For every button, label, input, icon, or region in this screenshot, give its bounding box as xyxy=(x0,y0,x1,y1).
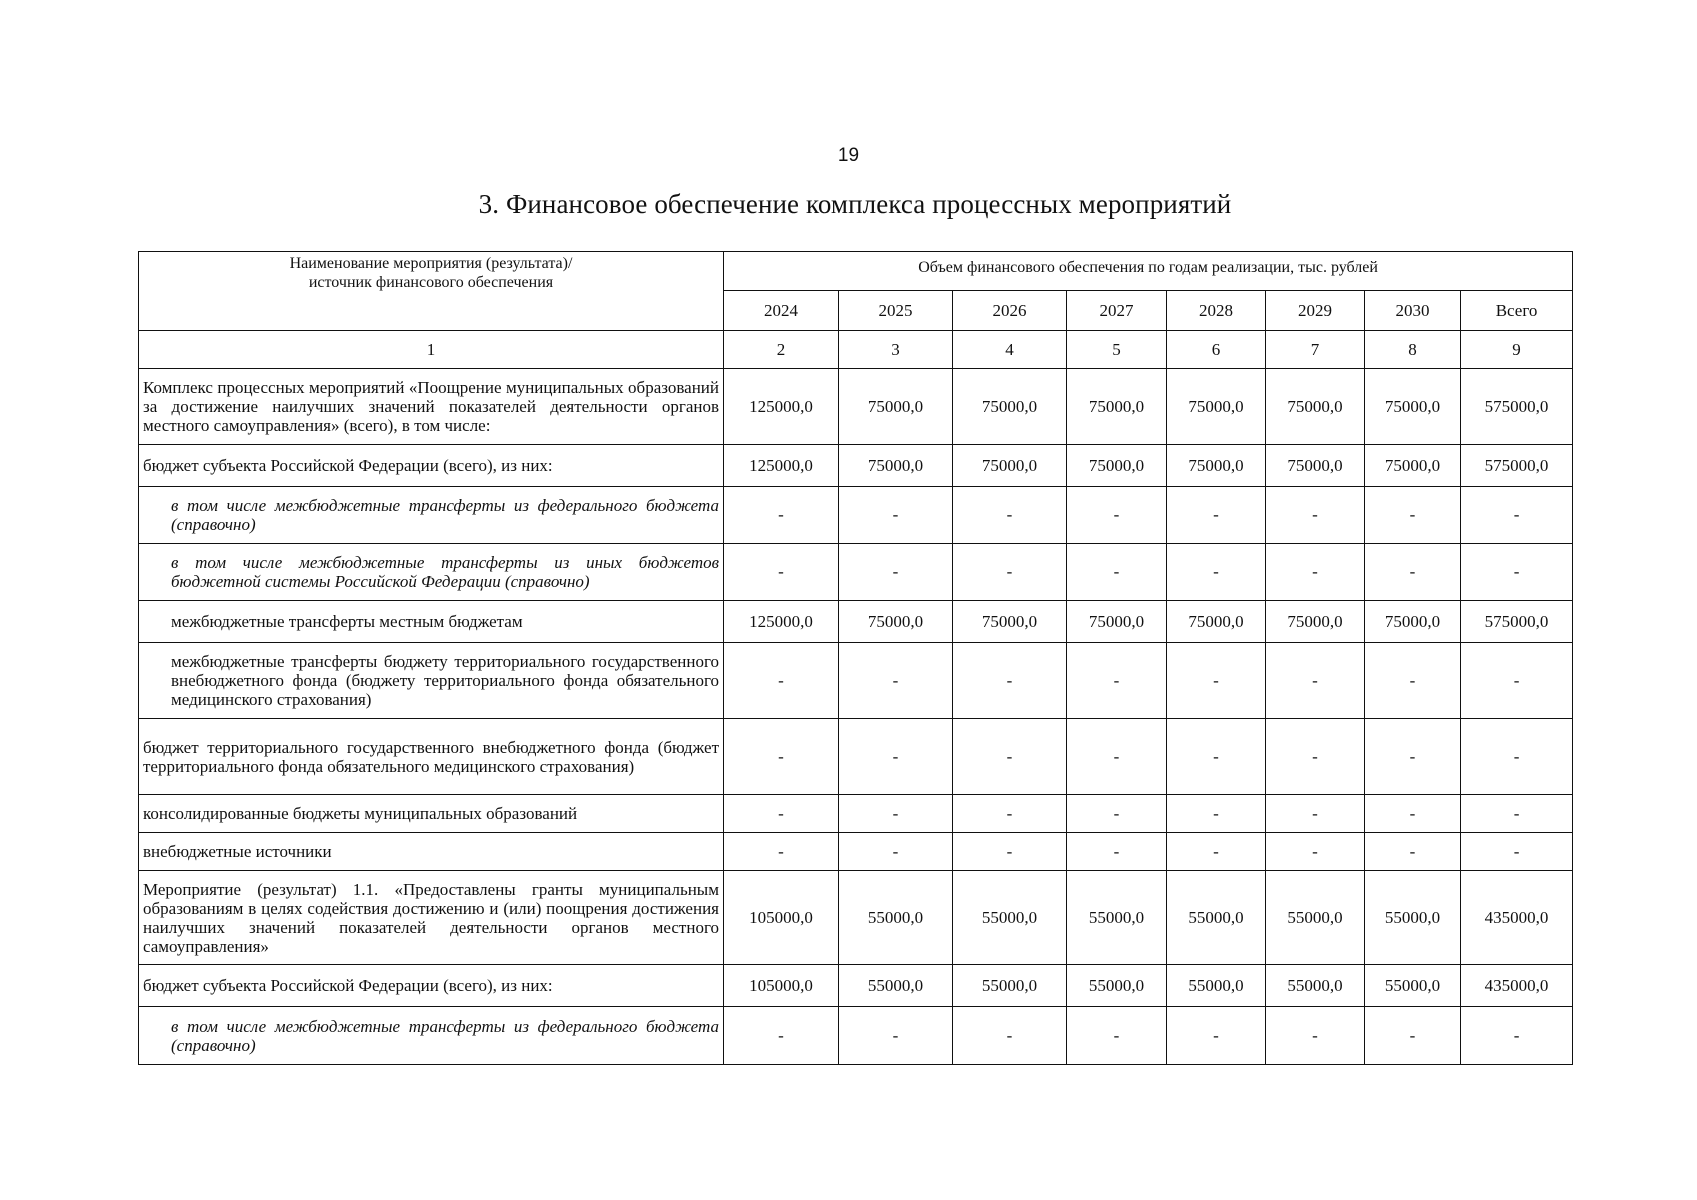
page-number: 19 xyxy=(837,145,860,166)
row-value: - xyxy=(1167,719,1266,795)
row-value: 125000,0 xyxy=(724,601,839,643)
row-value: - xyxy=(724,719,839,795)
row-name: межбюджетные трансферты бюджету территориального государственного внебюджетного фонда (бюджету территориального фонда обязательного медицинского страхования) xyxy=(139,643,724,719)
section-title: 3. Финансовое обеспечение комплекса процессных мероприятий xyxy=(478,189,1232,219)
year-header: 2028 xyxy=(1167,291,1266,331)
row-total: - xyxy=(1461,487,1573,544)
row-value: 75000,0 xyxy=(839,369,953,445)
row-value: 55000,0 xyxy=(1167,965,1266,1007)
row-value: - xyxy=(839,544,953,601)
row-total: 435000,0 xyxy=(1461,871,1573,965)
table-row xyxy=(139,719,1573,795)
row-value: - xyxy=(1067,1007,1167,1065)
row-value: - xyxy=(1365,487,1461,544)
year-header: 2024 xyxy=(724,291,839,331)
header-volume: Объем финансового обеспечения по годам реализации, тыс. рублей xyxy=(724,252,1573,291)
row-value: 75000,0 xyxy=(1365,369,1461,445)
row-total: - xyxy=(1461,719,1573,795)
column-number: 1 xyxy=(139,331,724,369)
year-header: 2025 xyxy=(839,291,953,331)
row-value: - xyxy=(724,795,839,833)
row-value: - xyxy=(1266,833,1365,871)
row-total: 575000,0 xyxy=(1461,601,1573,643)
row-value: - xyxy=(953,1007,1067,1065)
row-name: внебюджетные источники xyxy=(139,833,724,871)
row-value: - xyxy=(1266,719,1365,795)
row-value: 55000,0 xyxy=(1266,965,1365,1007)
row-value: - xyxy=(1365,643,1461,719)
row-value: 55000,0 xyxy=(1365,965,1461,1007)
row-value: - xyxy=(1067,487,1167,544)
row-value: 55000,0 xyxy=(1067,871,1167,965)
row-value: 75000,0 xyxy=(839,601,953,643)
row-value: 75000,0 xyxy=(839,445,953,487)
row-value: 55000,0 xyxy=(1167,871,1266,965)
row-value: 75000,0 xyxy=(1067,445,1167,487)
table-row xyxy=(139,1007,1573,1065)
row-name: в том числе межбюджетные трансферты из федерального бюджета (справочно) xyxy=(139,1007,724,1065)
year-header: 2030 xyxy=(1365,291,1461,331)
row-value: - xyxy=(724,833,839,871)
row-value: - xyxy=(724,487,839,544)
row-value: - xyxy=(1067,643,1167,719)
row-name: бюджет субъекта Российской Федерации (всего), из них: xyxy=(139,965,724,1007)
row-value: - xyxy=(1067,544,1167,601)
table-row xyxy=(139,487,1573,544)
row-total: - xyxy=(1461,643,1573,719)
year-header: 2026 xyxy=(953,291,1067,331)
row-value: - xyxy=(839,1007,953,1065)
row-value: 75000,0 xyxy=(1167,445,1266,487)
column-number: 5 xyxy=(1067,331,1167,369)
row-name: межбюджетные трансферты местным бюджетам xyxy=(139,601,724,643)
row-value: - xyxy=(1365,833,1461,871)
column-number: 9 xyxy=(1461,331,1573,369)
column-number: 8 xyxy=(1365,331,1461,369)
row-total: 435000,0 xyxy=(1461,965,1573,1007)
column-number: 4 xyxy=(953,331,1067,369)
row-value: - xyxy=(953,795,1067,833)
row-value: - xyxy=(953,643,1067,719)
row-value: 55000,0 xyxy=(1266,871,1365,965)
row-value: 125000,0 xyxy=(724,369,839,445)
row-value: - xyxy=(839,487,953,544)
row-value: - xyxy=(1167,795,1266,833)
row-value: - xyxy=(953,544,1067,601)
row-value: - xyxy=(724,643,839,719)
year-header: 2027 xyxy=(1067,291,1167,331)
table-row xyxy=(139,965,1573,1007)
row-value: 55000,0 xyxy=(839,871,953,965)
table-row xyxy=(139,871,1573,965)
row-value: - xyxy=(1266,795,1365,833)
row-value: - xyxy=(839,833,953,871)
row-value: - xyxy=(1266,643,1365,719)
column-number: 3 xyxy=(839,331,953,369)
row-total: - xyxy=(1461,833,1573,871)
total-header: Всего xyxy=(1461,291,1573,331)
table-row xyxy=(139,795,1573,833)
row-value: - xyxy=(1365,1007,1461,1065)
row-value: 105000,0 xyxy=(724,871,839,965)
row-total: - xyxy=(1461,544,1573,601)
table-row xyxy=(139,833,1573,871)
row-value: - xyxy=(1167,833,1266,871)
row-value: - xyxy=(1067,795,1167,833)
row-value: - xyxy=(1167,643,1266,719)
row-value: 125000,0 xyxy=(724,445,839,487)
row-total: - xyxy=(1461,1007,1573,1065)
row-value: - xyxy=(1266,544,1365,601)
row-value: 75000,0 xyxy=(1365,601,1461,643)
row-value: 55000,0 xyxy=(839,965,953,1007)
financing-table xyxy=(138,251,1573,1065)
row-value: - xyxy=(1167,544,1266,601)
row-value: - xyxy=(724,544,839,601)
year-header: 2029 xyxy=(1266,291,1365,331)
row-value: - xyxy=(1067,833,1167,871)
row-value: - xyxy=(839,643,953,719)
row-value: - xyxy=(953,487,1067,544)
table-row xyxy=(139,369,1573,445)
row-name: бюджет субъекта Российской Федерации (всего), из них: xyxy=(139,445,724,487)
row-value: 55000,0 xyxy=(1365,871,1461,965)
row-value: - xyxy=(724,1007,839,1065)
row-value: - xyxy=(953,719,1067,795)
row-total: 575000,0 xyxy=(1461,445,1573,487)
row-value: - xyxy=(1365,719,1461,795)
row-value: 105000,0 xyxy=(724,965,839,1007)
row-value: 75000,0 xyxy=(1167,369,1266,445)
row-value: - xyxy=(1067,719,1167,795)
header-name: Наименование мероприятия (результата)/ источник финансового обеспечения xyxy=(139,252,724,331)
row-value: - xyxy=(1266,487,1365,544)
row-value: 75000,0 xyxy=(953,369,1067,445)
row-name: консолидированные бюджеты муниципальных образований xyxy=(139,795,724,833)
row-value: 75000,0 xyxy=(1365,445,1461,487)
row-value: 75000,0 xyxy=(1266,445,1365,487)
row-value: - xyxy=(1365,544,1461,601)
row-value: 75000,0 xyxy=(1067,369,1167,445)
row-value: 75000,0 xyxy=(1167,601,1266,643)
row-value: - xyxy=(839,795,953,833)
row-name: в том числе межбюджетные трансферты из иных бюджетов бюджетной системы Российской Федерации (справочно) xyxy=(139,544,724,601)
row-value: - xyxy=(953,833,1067,871)
row-value: - xyxy=(1167,1007,1266,1065)
row-value: - xyxy=(839,719,953,795)
table-row xyxy=(139,601,1573,643)
column-number: 6 xyxy=(1167,331,1266,369)
row-value: 75000,0 xyxy=(953,601,1067,643)
row-value: - xyxy=(1266,1007,1365,1065)
row-name: Мероприятие (результат) 1.1. «Предоставлены гранты муниципальным образованиям в целях содействия достижению и (или) поощрения достижения наилучших значений показателей деятельности органов местного самоуправления» xyxy=(139,871,724,965)
row-value: - xyxy=(1167,487,1266,544)
column-numbers-row xyxy=(139,331,1573,369)
row-value: - xyxy=(1365,795,1461,833)
table-row xyxy=(139,544,1573,601)
row-value: 55000,0 xyxy=(1067,965,1167,1007)
row-value: 75000,0 xyxy=(1266,369,1365,445)
row-value: 75000,0 xyxy=(953,445,1067,487)
row-value: 75000,0 xyxy=(1266,601,1365,643)
row-total: - xyxy=(1461,795,1573,833)
row-name: в том числе межбюджетные трансферты из федерального бюджета (справочно) xyxy=(139,487,724,544)
row-value: 75000,0 xyxy=(1067,601,1167,643)
row-total: 575000,0 xyxy=(1461,369,1573,445)
column-number: 2 xyxy=(724,331,839,369)
row-name: бюджет территориального государственного внебюджетного фонда (бюджет территориального фонда обязательного медицинского страхования) xyxy=(139,719,724,795)
table-row xyxy=(139,643,1573,719)
row-value: 55000,0 xyxy=(953,965,1067,1007)
row-value: 55000,0 xyxy=(953,871,1067,965)
row-name: Комплекс процессных мероприятий «Поощрение муниципальных образований за достижение наилучших значений показателей деятельности органов местного самоуправления» (всего), в том числе: xyxy=(139,369,724,445)
table-row xyxy=(139,445,1573,487)
column-number: 7 xyxy=(1266,331,1365,369)
